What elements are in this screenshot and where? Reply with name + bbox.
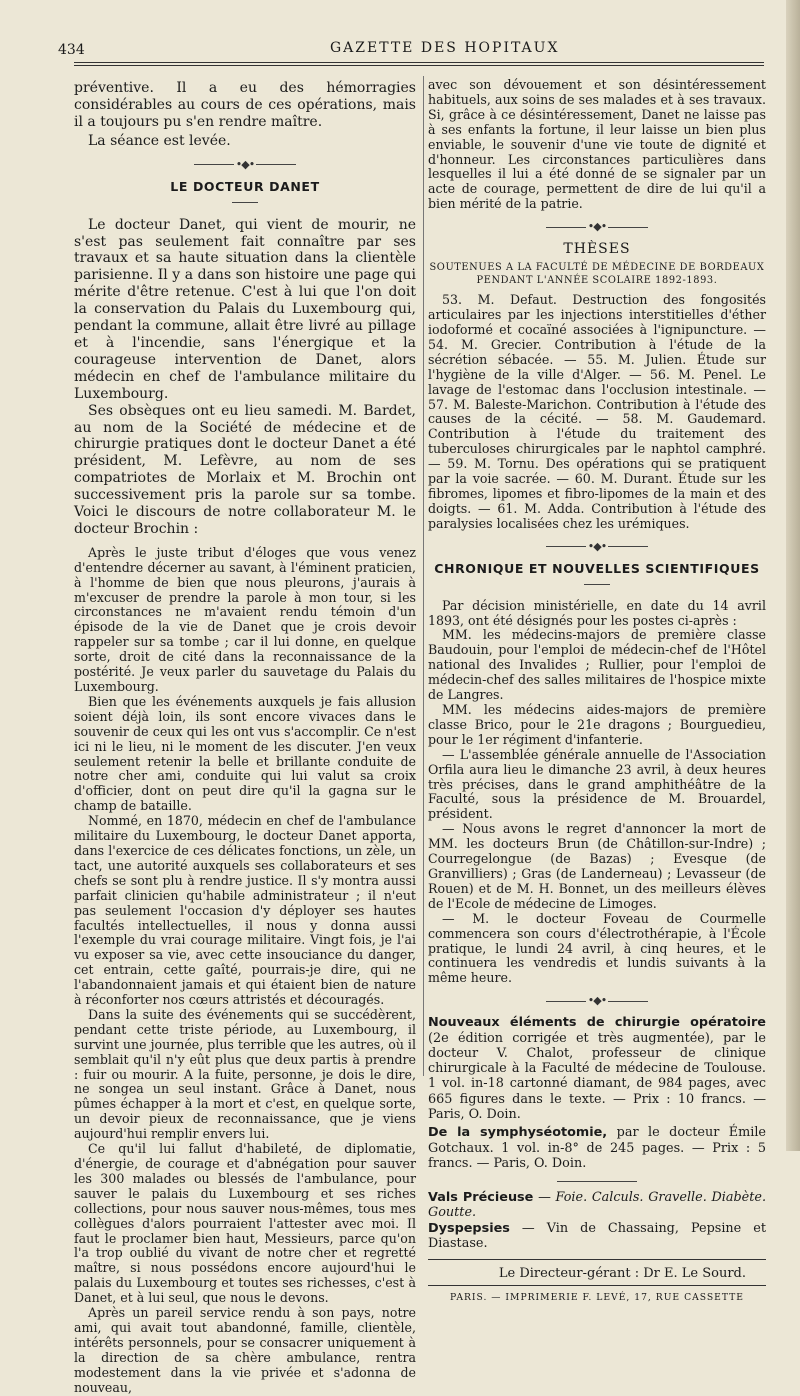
- obit-paragraph: Le docteur Danet, qui vient de mourir, ne s'est pas seulement fait connaître par ses travaux et sa haute situation dans la clientèle parisienne. Il y a dans son histoire une page qui mérite d'être retenue. C'est à lui que l'on doit la conservation du Palais du Luxembourg qui, pendant la commune, allait être livré au pillage et à l'incendie, sans l'énergique et la courageuse intervention de Danet, alors médecin en chef de l'ambulance militaire du Luxembourg.: [74, 216, 416, 402]
- book-details: par le docteur Émile Gotchaux. 1 vol. in-8° de 245 pages. — Prix : 5 francs. — Paris, O. Doin.: [428, 1125, 767, 1171]
- speech-paragraph: Dans la suite des événements qui se succédèrent, pendant cette triste période, au Luxembourg, il survint une journée, plus terrible que les autres, où il semblait qu'il n'y eût plus que deux partis à prendre : fuir ou mourir. A la fuite, personne, je dois le dire, ne songea un seul instant. Grâce à Danet, nous pûmes échapper à la mort et c'est, en quelque sorte, un devoir pieux de reconnaissance, que je viens aujourd'hui remplir envers lui.: [74, 1006, 416, 1142]
- chronique-paragraph: Par décision ministérielle, en date du 14 avril 1893, ont été désignés pour les postes ci-après :: [428, 597, 766, 628]
- title-rule: [584, 584, 610, 585]
- chronique-paragraph: — M. le docteur Foveau de Courmelle commencera son cours d'électrothérapie, à l'École pratique, le lundi 24 avril, à cinq heures, et le continuera les vendredis et lundis suivants à la même heure.: [428, 910, 766, 986]
- book-title: Nouveaux éléments de chirurgie opératoire: [428, 1015, 766, 1031]
- speech-paragraph: Ce qu'il lui fallut d'habileté, de diplomatie, d'énergie, de courage et d'abnégation pour sauver les 300 malades ou blessés de l'ambulance, pour sauver le palais du Luxembourg et ses riches collections, pour nous sauver nous-mêmes, tous mes collègues d'alors pourraient l'attester avec moi. Il faut le proclamer bien haut, Messieurs, parce qu'on l'a trop oublié du vivant de notre cher et regretté maître, si nous possédons encore aujourd'hui le palais du Luxembourg et toutes ses richesses, c'est à Danet, et à lui seul, que nous le devons.: [74, 1141, 416, 1306]
- ornament-divider: •◆•: [428, 994, 766, 1007]
- chronique-paragraph: MM. les médecins-majors de première classe Baudouin, pour l'emploi de médecin-chef de l'Hôtel national des Invalides ; Rullier, pour l'emploi de médecin-chef des salles militaires de l'hospice mixte de Langres.: [428, 627, 766, 703]
- speech-paragraph: Après le juste tribut d'éloges que vous venez d'entendre décerner au savant, à l'éminent praticien, à l'homme de bien que nous pleurons, j'aurais à m'excuser de prendre la parole à mon tour, si les circonstances ne m'avaient rendu témoin d'un épisode de la vie de Danet que je crois devoir rappeler sur sa tombe ; car il lui donne, en quelque sorte, droit de cité dans la reconnaissance de la postérité. Je veux parler du sauvetage du Palais du Luxembourg.: [74, 544, 416, 694]
- ad-text: — Vin de Chassaing, Pepsine et Diastase.: [428, 1220, 766, 1252]
- speech-paragraph: Bien que les événements auxquels je fais allusion soient déjà loin, ils sont encore vivaces dans le souvenir de ceux qui les ont vus s'accomplir. Ce n'est ici ni le lieu, ni le moment de les discuter. J'en veux seulement retenir la belle et brillante conduite de notre cher ami, conduite qui lui valut sa croix d'officier, dont on peut dire qu'il la gagna sur le champ de bataille.: [74, 693, 416, 814]
- imprint: PARIS. — IMPRIMERIE F. LEVÉ, 17, RUE CASSETTE: [449, 1292, 744, 1304]
- ad-line: [428, 1190, 766, 1221]
- right-column: [428, 78, 766, 1303]
- obit-paragraph: Ses obsèques ont eu lieu samedi. M. Bardet, au nom de la Société de médecine et de chirurgie pratiques dont le docteur Danet a été président, M. Lefèvre, au nom de ses compatriotes de Morlaix et M. Brochin ont successivement pris la parole sur sa tombe. Voici le discours de notre collaborateur M. le docteur Brochin :: [74, 402, 416, 537]
- footer-rule: [428, 1259, 766, 1260]
- ad-line: [428, 1221, 766, 1252]
- seance-levee: La séance est levée.: [88, 132, 231, 149]
- intro-paragraph: préventive. Il a eu des hémorragies considérables au cours de ces opérations, mais il a toujours pu s'en rendre maître.: [74, 80, 416, 130]
- chronique-paragraph: MM. les médecins aides-majors de première classe Brico, pour le 21e dragons ; Bourguedieu, pour le 1er régiment d'infanterie.: [428, 702, 766, 747]
- column-divider: [423, 76, 424, 1076]
- signature: Le Directeur-gérant : Dr E. Le Sourd.: [498, 1266, 746, 1282]
- book-notice: [428, 1015, 766, 1122]
- page-edge: [786, 0, 800, 1151]
- ad-rule: [557, 1181, 637, 1182]
- ad-text: — Foie. Calculs. Gravelle. Diabète. Goutte.: [428, 1190, 767, 1221]
- footer-rule: [428, 1285, 766, 1286]
- theses-subtitle-year: PENDANT L'ANNÉE SCOLAIRE 1892-1893.: [476, 275, 718, 287]
- obituary-title: LE DOCTEUR DANET: [170, 178, 320, 194]
- theses-subtitle: SOUTENUES A LA FACULTÉ DE MÉDECINE DE BORDEAUX: [429, 262, 765, 274]
- ad-title: Vals Précieuse: [428, 1190, 534, 1206]
- header-rule: [74, 62, 764, 63]
- ad-title: Dyspepsies: [428, 1220, 510, 1236]
- ornament-divider: •◆•: [428, 540, 766, 553]
- speech-ending: avec son dévouement et son désintéressement habituels, aux soins de ses malades et à ses travaux. Si, grâce à ce désintéressement, Danet ne laisse pas à ses enfants la fortune, il leur laisse un bien plus enviable, le souvenir d'une vie toute de dignité et d'honneur. Les circonstances particulières dans lesquelles il lui a été donné de se signaler par un acte de courage, permettent de dire de lui qu'il a bien mérité de la patrie.: [428, 77, 766, 212]
- book-details: (2e édition corrigée et très augmentée), par le docteur V. Chalot, professeur de clinique chirurgicale à la Faculté de médecine de Toulouse. 1 vol. in-18 cartonné diamant, de 984 pages, avec 665 figures dans le texte. — Prix : 10 francs. — Paris, O. Doin.: [428, 1030, 766, 1122]
- ornament-divider: •◆•: [74, 158, 416, 171]
- chronique-paragraph: — Nous avons le regret d'annoncer la mort de MM. les docteurs Brun (de Châtillon-sur-Indre) ; Courregelongue (de Bazas) ; Evesque (de Granvilliers) ; Gras (de Landerneau) ; Levasseur (de Rouen) et de M. H. Bonnet, un des meilleurs élèves de l'Ecole de médecine de Limoges.: [428, 821, 766, 911]
- running-title: GAZETTE DES HOPITAUX: [330, 40, 560, 56]
- title-rule: [232, 202, 258, 203]
- speech-paragraph: Nommé, en 1870, médecin en chef de l'ambulance militaire du Luxembourg, le docteur Danet apporta, dans l'exercice de ces délicates fonctions, un zèle, un tact, une autorité auxquels ses collaborateurs et ses chefs se sont plu à rendre justice. Il s'y montra aussi parfait clinicien qu'habile administrateur ; il n'eut pas seulement l'occasion d'y déployer ses hautes facultés intellectuelles, il nous y donna aussi l'exemple du vrai courage militaire. Vingt fois, je l'ai vu exposer sa vie, avec cette insouciance du danger, cet entrain, cette gaîté, pourrais-je dire, qui ne l'abandonnaient jamais et qui étaient bien de nature à réconforter nos cœurs attristés et découragés.: [74, 813, 416, 1008]
- chronique-title: CHRONIQUE ET NOUVELLES SCIENTIFIQUES: [434, 560, 760, 576]
- theses-list: 53. M. Defaut. Destruction des fongosités articulaires par les injections interstitielles d'éther iodoformé et cocaïné associées à l'ignipuncture. — 54. M. Grecier. Contribution à l'étude de la sécrétion sébacée. — 55. M. Julien. Étude sur l'hygiène de la ville d'Alger. — 56. M. Penel. Le lavage de l'estomac dans l'occlusion intestinale. — 57. M. Baleste-Marichon. Contribution à l'étude des causes de la cécité. — 58. M. Gaudemard. Contribution à l'étude du traitement des tuberculoses chirurgicales par le naphtol camphré. — 59. M. Tornu. Des opérations qui se pratiquent par la voie sacrée. — 60. M. Durant. Étude sur les fibromes, lipomes et fibro-lipomes de la main et des doigts. — 61. M. Adda. Contribution à l'étude des paralysies localisées chez les urémiques.: [428, 292, 766, 531]
- book-notice: [428, 1125, 766, 1171]
- header-rule-thin: [74, 65, 764, 66]
- ornament-divider: •◆•: [428, 220, 766, 233]
- theses-title: THÈSES: [563, 241, 631, 258]
- page-number: 434: [58, 42, 85, 58]
- speech-paragraph: Après un pareil service rendu à son pays, notre ami, qui avait tout abandonné, famille, clientèle, intérêts personnels, pour se consacrer uniquement à la direction de sa chère ambulance, rentra modestement dans la vie privée et s'adonna de nouveau,: [74, 1305, 416, 1395]
- left-column: [74, 80, 416, 1396]
- chronique-paragraph: — L'assemblée générale annuelle de l'Association Orfila aura lieu le dimanche 23 avril, à deux heures très précises, dans le grand amphithéâtre de la Faculté, sous la présidence de M. Brouardel, président.: [428, 746, 766, 822]
- book-title: De la symphyséotomie,: [428, 1125, 608, 1141]
